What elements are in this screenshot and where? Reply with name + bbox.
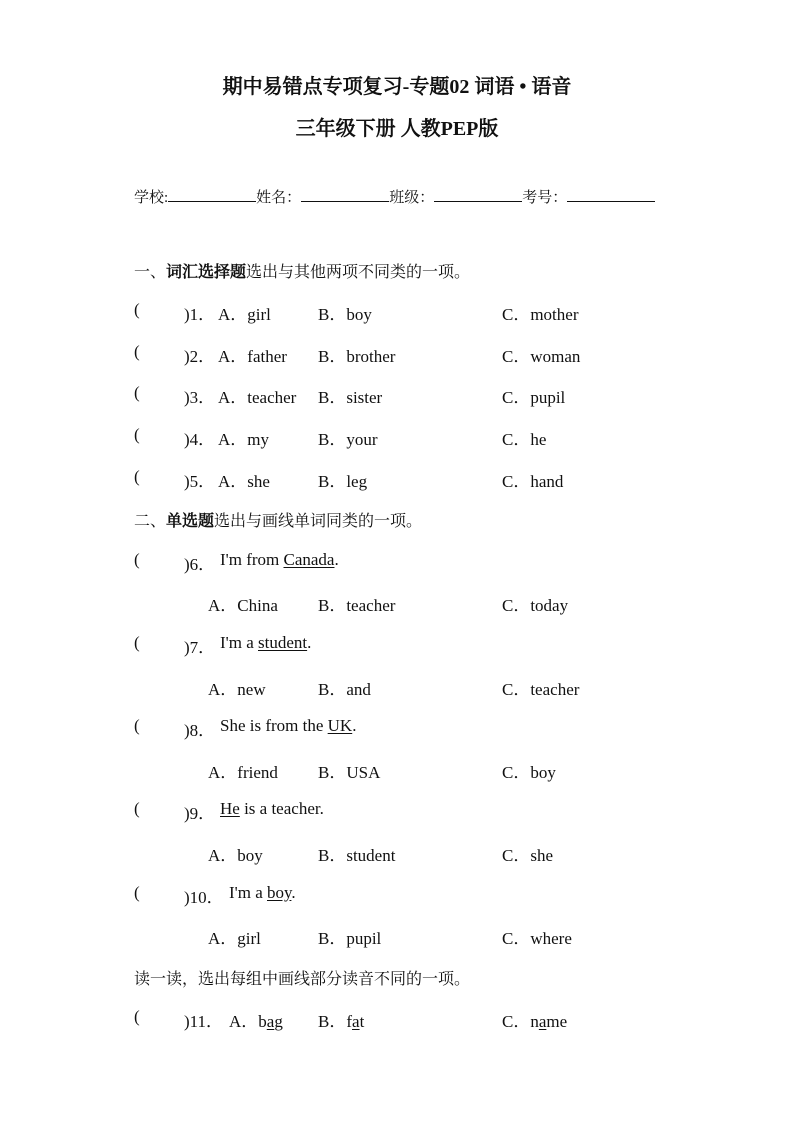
word-part: g — [274, 1012, 283, 1031]
answer-paren-open[interactable]: ( — [134, 799, 140, 818]
section1-heading — [134, 259, 470, 282]
option-a: A．she — [218, 472, 270, 491]
question-number: )4． — [184, 430, 216, 449]
answer-paren-open[interactable]: ( — [134, 1007, 140, 1026]
answer-paren-open[interactable]: ( — [134, 300, 140, 319]
section1-type: 词汇选择题 — [166, 264, 247, 281]
answer-paren-open[interactable]: ( — [134, 550, 140, 569]
option-a: A．teacher — [218, 388, 297, 407]
question-number: )7． — [184, 638, 216, 657]
school-label: 学校: — [134, 190, 169, 206]
question-number: )8． — [184, 721, 216, 740]
question-number: )10． — [184, 888, 224, 907]
section2-type: 单选题 — [166, 513, 215, 530]
option-b: B．and — [318, 680, 371, 699]
stem-text: . — [307, 633, 312, 652]
option-a: A．new — [208, 680, 266, 699]
option-b: B．pupil — [318, 929, 382, 948]
stem-text: . — [334, 550, 339, 569]
class-field[interactable] — [434, 187, 522, 202]
stem-text: . — [291, 883, 296, 902]
answer-paren-open[interactable]: ( — [134, 342, 140, 361]
section1-number: 一、 — [134, 264, 167, 281]
option-a: A．father — [218, 347, 287, 366]
page-title: 期中易错点专项复习-专题02 词语 • 语音 — [222, 76, 572, 98]
option-c — [502, 1007, 567, 1032]
question-number: )5． — [184, 472, 216, 491]
option-c: C．woman — [502, 347, 581, 366]
answer-paren-open[interactable]: ( — [134, 467, 140, 486]
option-a: A．boy — [208, 846, 263, 865]
question-number: )3． — [184, 388, 216, 407]
word-part: n — [530, 1012, 539, 1031]
question-number: )9． — [184, 804, 216, 823]
question-number: )11． — [184, 1012, 224, 1031]
name-label: 姓名： — [256, 190, 302, 206]
school-field[interactable] — [168, 187, 256, 202]
underlined-word: UK — [327, 716, 353, 735]
question-stem — [220, 550, 339, 570]
underlined-word: He — [220, 799, 240, 818]
section2-heading — [134, 508, 422, 531]
option-c: C．he — [502, 430, 547, 449]
option-a: A．China — [208, 596, 278, 615]
exam-no-field[interactable] — [567, 187, 655, 202]
section3-instruction: 读一读，选出每组中画线部分读音不同的一项。 — [134, 971, 471, 988]
option-c: C．pupil — [502, 388, 566, 407]
option-b: B．boy — [318, 305, 372, 324]
word-part: me — [546, 1012, 568, 1031]
option-c: C．she — [502, 846, 553, 865]
class-label: 班级： — [389, 190, 435, 206]
option-b: B．sister — [318, 388, 383, 407]
section2-instruction: 选出与画线单词同类的一项。 — [214, 513, 423, 530]
stem-text: I'm a — [220, 633, 258, 652]
option-a: A．my — [218, 430, 269, 449]
option-b: B．USA — [318, 763, 381, 782]
exam-no-label: 考号： — [522, 190, 568, 206]
stem-text: . — [352, 716, 357, 735]
option-b: B．student — [318, 846, 396, 865]
option-b — [318, 1007, 364, 1032]
word-part: b — [258, 1012, 267, 1031]
answer-paren-open[interactable]: ( — [134, 633, 140, 652]
stem-text: She is from the — [220, 716, 328, 735]
option-a: A．girl — [218, 305, 271, 324]
question-stem — [220, 633, 311, 653]
option-a: A．friend — [208, 763, 278, 782]
option-b: B．teacher — [318, 596, 396, 615]
underlined-letter: a — [538, 1012, 547, 1031]
word-part: t — [359, 1012, 365, 1031]
word-part: f — [346, 1012, 353, 1031]
option-label: A． — [229, 1012, 259, 1031]
underlined-letter: a — [266, 1012, 275, 1031]
option-a: A．girl — [208, 929, 261, 948]
stem-text: is a teacher. — [239, 799, 324, 818]
stem-text: I'm a — [229, 883, 267, 902]
option-label: C． — [502, 1012, 531, 1031]
option-b: B．your — [318, 430, 378, 449]
question-stem — [220, 799, 324, 819]
question-number: )2． — [184, 347, 216, 366]
option-c: C．hand — [502, 472, 564, 491]
option-c: C．teacher — [502, 680, 580, 699]
underlined-word: student — [258, 633, 308, 652]
option-c: C．mother — [502, 305, 579, 324]
underlined-letter: a — [352, 1012, 360, 1031]
answer-paren-open[interactable]: ( — [134, 383, 140, 402]
student-info-line — [134, 186, 655, 207]
answer-paren-open[interactable]: ( — [134, 716, 140, 735]
underlined-word: boy — [267, 883, 292, 902]
question-stem — [220, 716, 356, 736]
option-a — [229, 1007, 283, 1032]
option-c: C．where — [502, 929, 572, 948]
section2-number: 二、 — [134, 513, 167, 530]
option-c: C．boy — [502, 763, 556, 782]
answer-paren-open[interactable]: ( — [134, 883, 140, 902]
page-subtitle: 三年级下册 人教PEP版 — [295, 118, 499, 140]
name-field[interactable] — [301, 187, 389, 202]
option-b: B．leg — [318, 472, 368, 491]
option-b: B．brother — [318, 347, 396, 366]
stem-text: I'm from — [220, 550, 284, 569]
underlined-word: Canada — [283, 550, 335, 569]
answer-paren-open[interactable]: ( — [134, 425, 140, 444]
option-c: C．today — [502, 596, 569, 615]
question-number: )1． — [184, 305, 216, 324]
question-number: )6． — [184, 555, 216, 574]
section1-instruction: 选出与其他两项不同类的一项。 — [246, 264, 471, 281]
option-label: B． — [318, 1012, 347, 1031]
question-stem — [229, 883, 296, 903]
